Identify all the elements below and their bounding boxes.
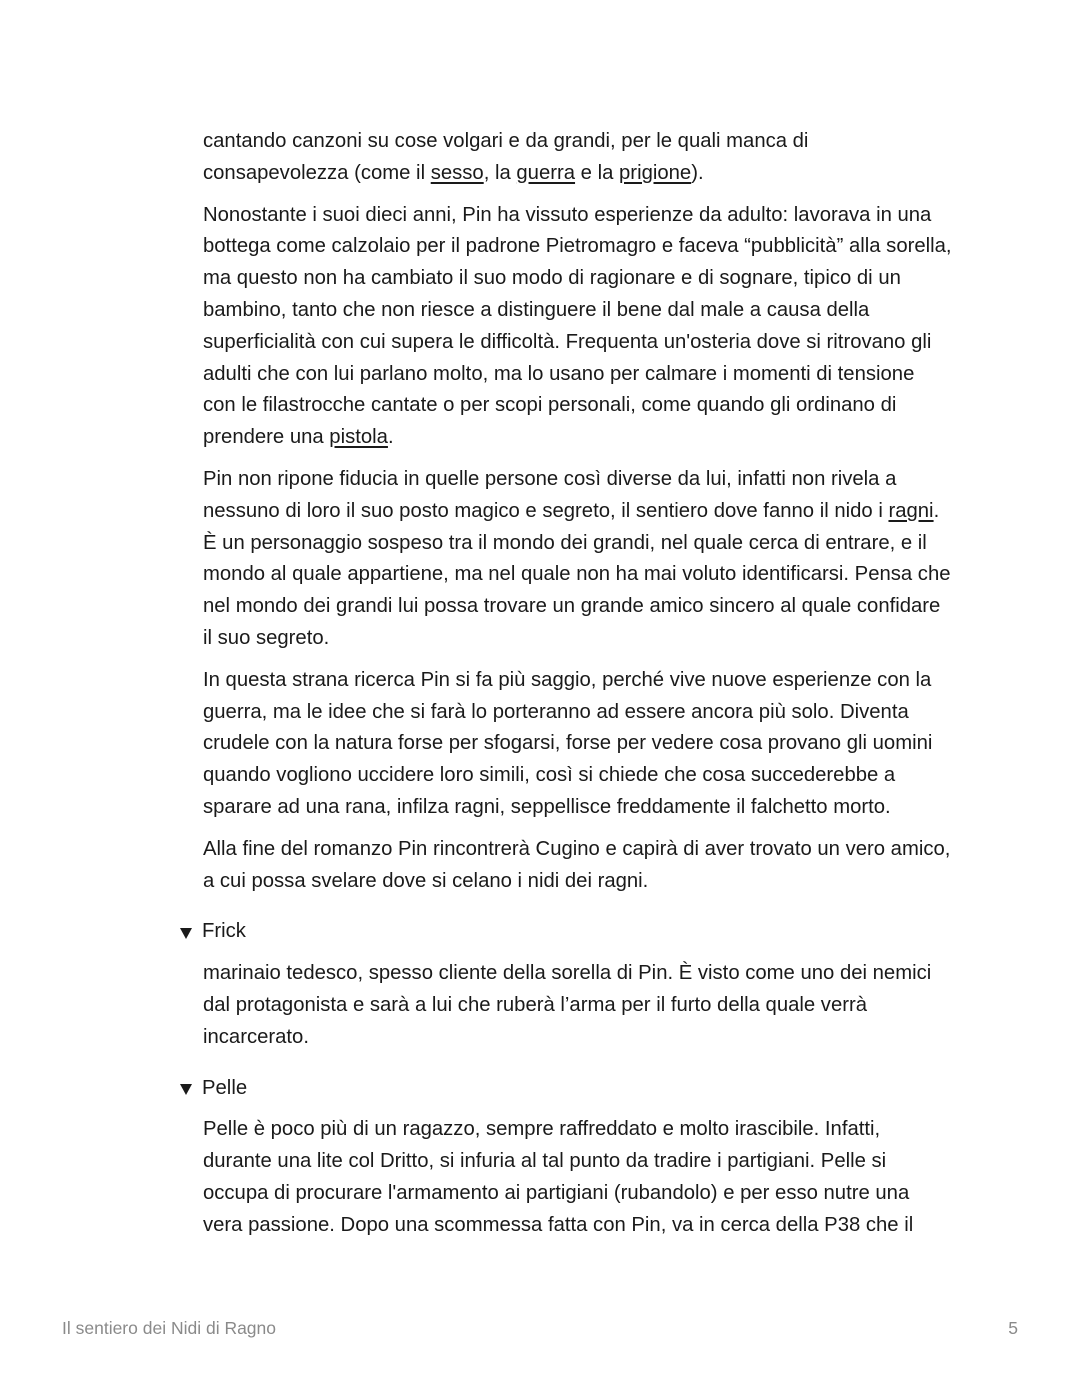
text-run: , la xyxy=(483,161,517,184)
paragraph xyxy=(203,464,952,655)
text-run: . xyxy=(387,426,394,449)
link-ragni[interactable]: ragni xyxy=(888,499,934,522)
text-run: cantando canzoni su cose volgari e da grandi, per le quali manca di consapevolezza (come il xyxy=(203,130,809,184)
toggle-body: Pelle è poco più di un ragazzo, sempre raffreddato e molto irascibile. Infatti, durante una lite col Dritto, si infuria al tal punto da tradire i partigiani. Pelle si occupa di procurare l'armamento ai partigiani (rubandolo) e per esso nutre una vera passione. Dopo una scommessa fatta con Pin, va in cerca della P38 che il xyxy=(203,1118,914,1236)
document-title: Il sentiero dei Nidi di Ragno xyxy=(62,1318,277,1338)
paragraph xyxy=(203,200,952,454)
triangle-down-icon[interactable] xyxy=(180,928,192,939)
text-run: . È un personaggio sospeso tra il mondo dei grandi, nel quale cerca di entrare, e il mondo al quale appartiene, ma nel quale non ha mai voluto identificarsi. Pensa che nel mondo dei grandi lui possa trovare un grande amico sincero al quale confidare il suo segreto. xyxy=(203,499,951,649)
text-run: Nonostante i suoi dieci anni, Pin ha vissuto esperienze da adulto: lavorava in una bottega come calzolaio per il padrone Pietromagro e faceva “pubblicità” alla sorella, ma questo non ha cambiato il suo modo di ragionare e di sognare, tipico di un bambino, tanto che non riesce a distinguere il bene dal male a causa della superficialità con cui supera le difficoltà. Frequenta un'osteria dove si ritrovano gli adulti che con lui parlano molto, ma lo usano per calmare i momenti di tensione con le filastrocche cantate o per scopi personali, come quando gli ordinano di prendere una xyxy=(203,203,952,449)
paragraph xyxy=(203,126,952,190)
text-run: e la xyxy=(575,161,620,184)
toggle-title: Pelle xyxy=(202,1076,248,1099)
text-run: ). xyxy=(691,161,704,184)
page-content xyxy=(0,126,1080,1242)
triangle-down-icon[interactable] xyxy=(180,1084,192,1095)
toggle-title: Frick xyxy=(202,920,246,943)
link-prigione[interactable]: prigione xyxy=(619,161,692,184)
link-sesso[interactable]: sesso xyxy=(430,161,484,184)
page-footer xyxy=(62,1318,1018,1339)
page-number: 5 xyxy=(1008,1318,1018,1338)
link-guerra[interactable]: guerra xyxy=(516,161,576,184)
toggle-frick[interactable] xyxy=(180,916,1080,948)
text-run: Pin non ripone fiducia in quelle persone così diverse da lui, infatti non rivela a nessuno di loro il suo posto magico e segreto, il sentiero dove fanno il nido i xyxy=(203,467,897,522)
link-pistola[interactable]: pistola xyxy=(329,426,388,449)
toggle-body: marinaio tedesco, spesso cliente della sorella di Pin. È visto come uno dei nemici dal protagonista e sarà a lui che ruberà l’arma per il furto della quale verrà incarcerato. xyxy=(203,962,932,1048)
toggle-pelle[interactable] xyxy=(180,1073,1080,1105)
paragraph: In questa strana ricerca Pin si fa più saggio, perché vive nuove esperienze con la guerra, ma le idee che si farà lo porteranno ad essere ancora più solo. Diventa crudele con la natura forse per sfogarsi, forse per vedere cosa provano gli uomini quando vogliono uccidere loro simili, così si chiede che cosa succederebbe a sparare ad una rana, infilza ragni, seppellisce freddamente il falchetto morto. xyxy=(203,668,933,818)
paragraph: Alla fine del romanzo Pin rincontrerà Cugino e capirà di aver trovato un vero amico, a cui possa svelare dove si celano i nidi dei ragni. xyxy=(203,837,951,892)
